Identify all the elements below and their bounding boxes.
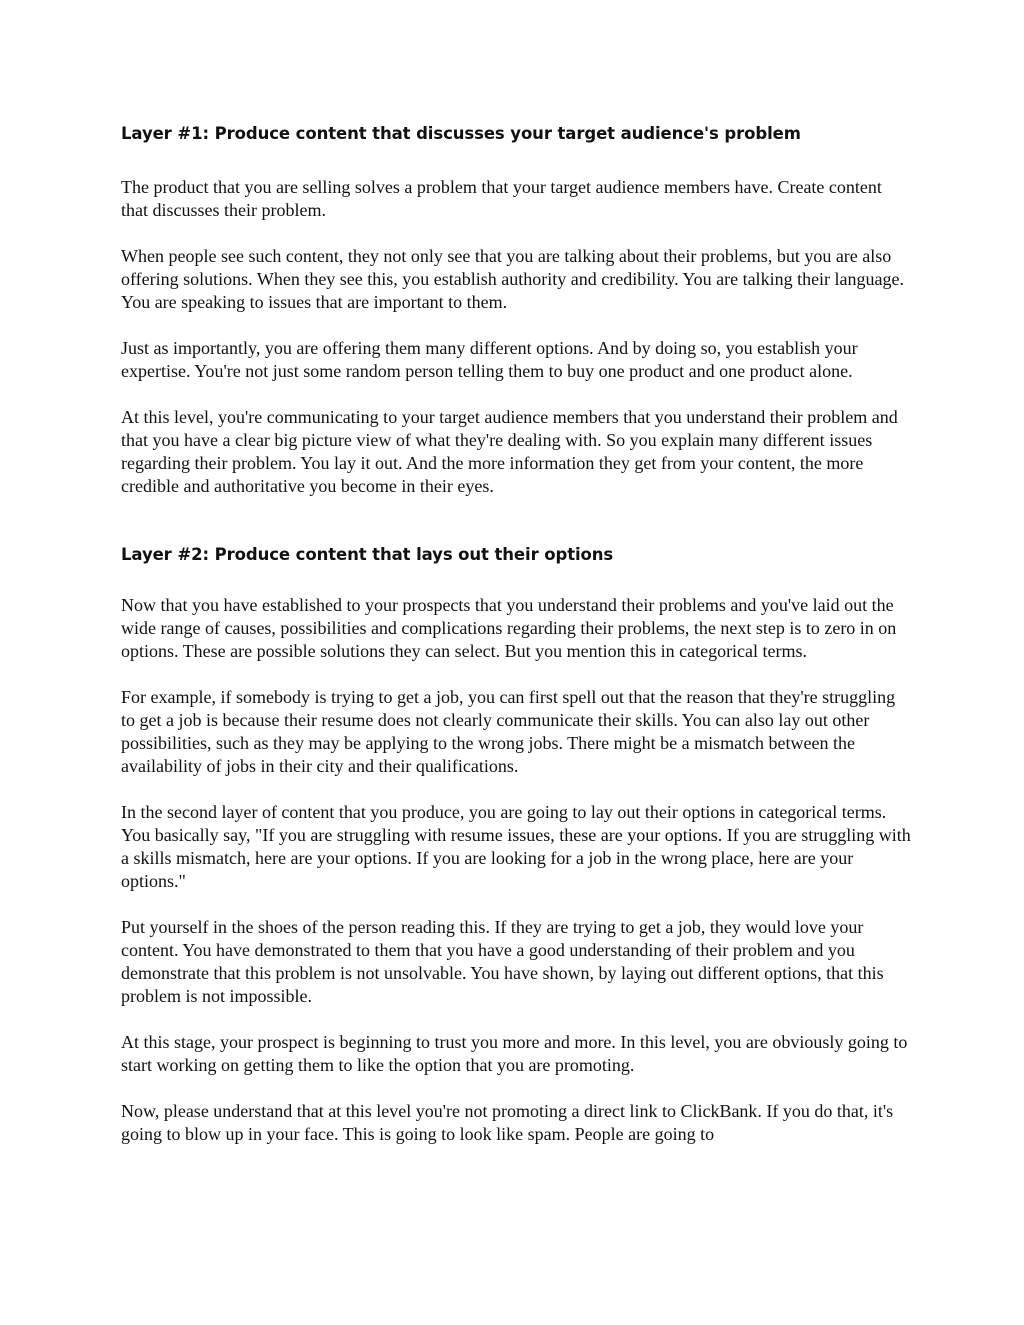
paragraph: The product that you are selling solves a problem that your target audience members have. Create content that discusses their problem. xyxy=(121,177,882,220)
paragraph: At this stage, your prospect is beginning to trust you more and more. In this level, you are obviously going to start working on getting them to like the option that you are promoting. xyxy=(121,1032,908,1075)
section-heading-layer-2: Layer #2: Produce content that lays out their options xyxy=(121,545,614,564)
paragraph: At this level, you're communicating to your target audience members that you understand their problem and that you have a clear big picture view of what they're dealing with. So you explain many different issues regarding their problem. You lay it out. And the more information they get from your content, the more credible and authoritative you become in their eyes. xyxy=(121,407,898,496)
paragraph: Put yourself in the shoes of the person reading this. If they are trying to get a job, they would love your content. You have demonstrated to them that you have a good understanding of their problem and you demonstrate that this problem is not unsolvable. You have shown, by laying out different options, that this problem is not impossible. xyxy=(121,917,884,1006)
paragraph: In the second layer of content that you produce, you are going to lay out their options in categorical terms. You basically say, "If you are struggling with resume issues, these are your options. If you are struggling with a skills mismatch, here are your options. If you are looking for a job in the wrong place, here are your options." xyxy=(121,802,911,891)
document-body xyxy=(121,118,911,1146)
section-heading-layer-1: Layer #1: Produce content that discusses your target audience's problem xyxy=(121,124,801,143)
paragraph: Just as importantly, you are offering them many different options. And by doing so, you establish your expertise. You're not just some random person telling them to buy one product and one product alone. xyxy=(121,338,858,381)
paragraph: For example, if somebody is trying to get a job, you can first spell out that the reason that they're struggling to get a job is because their resume does not clearly communicate their skills. You can also lay out other possibilities, such as they may be applying to the wrong jobs. There might be a mismatch between the availability of jobs in their city and their qualifications. xyxy=(121,687,896,776)
paragraph: Now, please understand that at this level you're not promoting a direct link to ClickBank. If you do that, it's going to blow up in your face. This is going to look like spam. People are going to xyxy=(121,1101,894,1144)
paragraph: Now that you have established to your prospects that you understand their problems and you've laid out the wide range of causes, possibilities and complications regarding their problems, the next step is to zero in on options. These are possible solutions they can select. But you mention this in categorical terms. xyxy=(121,595,897,661)
paragraph: When people see such content, they not only see that you are talking about their problems, but you are also offering solutions. When they see this, you establish authority and credibility. You are talking their language. You are speaking to issues that are important to them. xyxy=(121,246,905,312)
